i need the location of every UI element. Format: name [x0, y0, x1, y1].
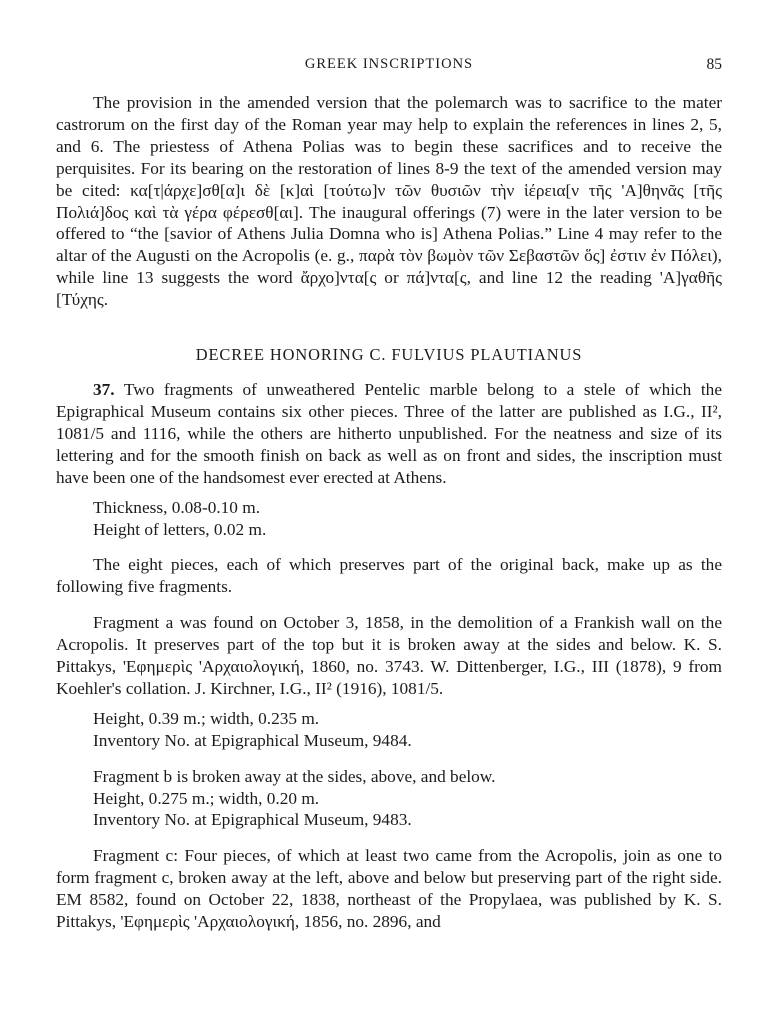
entry-number: 37. [93, 380, 115, 400]
fragment-b-size: Height, 0.275 m.; width, 0.20 m. [93, 788, 320, 808]
page [56, 56, 722, 933]
eight-pieces-paragraph: The eight pieces, each of which preserves part of the original back, make up as the following five fragments. [56, 555, 722, 597]
intro-paragraph: The provision in the amended version that the polemarch was to sacrifice to the mater castrorum on the first day of the Roman year may help to explain the references in lines 2, 5, and 6. The priestess of Athena Polias was to begin these sacrifices and to receive the perquisites. For its bearing on the restoration of lines 8-9 the text of the amended version may be cited: κα[τ|άρχε]σθ[α]ι δὲ [κ]αὶ [τούτω]ν τῶν θυσιῶν τὴν ἱέρεια[ν τῆς 'Α]θηνᾶς [τῆς Πολιά]δος καὶ τὰ γέρα φέρεσθ[αι]. The inaugural offerings (7) were in the later version to be offered to “the [savior of Athens Julia Domna who is] Athena Polias.” Line 4 may refer to the altar of the Augusti on the Acropolis (e. g., παρὰ τὸν βωμὸν τῶν Σεβαστῶν ὅς] ἐστιν ἐν Πόλει), while line 13 suggests the word ἄρχο]ντα[ς or πά]ντα[ς, and line 12 the reading 'Α]γαθῆς [Τύχης. [56, 93, 722, 310]
entry-37-paragraph [56, 379, 722, 489]
letter-height-line: Height of letters, 0.02 m. [93, 519, 267, 539]
fragment-a-paragraph: Fragment a was found on October 3, 1858, in the demolition of a Frankish wall on the Acropolis. It preserves part of the top but it is broken away at the sides and below. K. S. Pittakys, 'Εφημερὶς 'Αρχαιολογική, 1860, no. 3743. W. Dittenberger, I.G., III (1878), 9 from Koehler's collation. J. Kirchner, I.G., II² (1916), 1081/5. [56, 613, 722, 698]
fragment-b-description: Fragment b is broken away at the sides, above, and below. [93, 766, 496, 786]
fragment-b-inventory: Inventory No. at Epigraphical Museum, 9483. [93, 810, 412, 830]
fragment-a-inventory: Inventory No. at Epigraphical Museum, 9484. [93, 730, 412, 750]
thickness-line: Thickness, 0.08-0.10 m. [93, 497, 261, 517]
running-head [56, 56, 722, 80]
running-title: GREEK INSCRIPTIONS [304, 56, 474, 72]
page-number: 85 [706, 56, 722, 73]
section-heading: DECREE HONORING C. FULVIUS PLAUTIANUS [195, 345, 583, 365]
fragment-a-size: Height, 0.39 m.; width, 0.235 m. [93, 708, 320, 728]
entry-37-text: Two fragments of unweathered Pentelic marble belong to a stele of which the Epigraphical Museum contains six other pieces. Three of the latter are published as I.G., II², 1081/5 and 1116, while the others are hitherto unpublished. For the neatness and size of its lettering and for the smooth finish on back as well as on front and sides, the inscription must have been one of the handsomest ever erected at Athens. [56, 380, 722, 487]
fragment-c-paragraph: Fragment c: Four pieces, of which at least two came from the Acropolis, join as one to form fragment c, broken away at the left, above and below but preserving part of the right side. EM 8582, found on October 22, 1838, northeast of the Propylaea, was published by K. S. Pittakys, 'Εφημερὶς 'Αρχαιολογική, 1856, no. 2896, and [56, 846, 722, 932]
